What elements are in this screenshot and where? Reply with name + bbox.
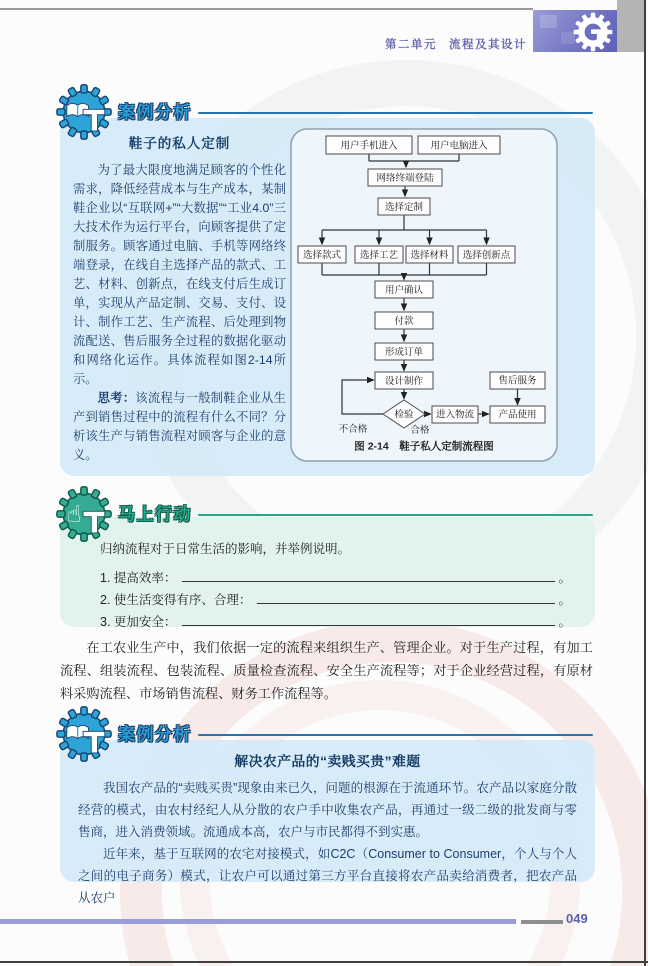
- case2-title: 解决农产品的“卖贱买贵”难题: [234, 754, 421, 769]
- case2-paragraph-2: 近年来，基于互联网的农宅对接模式，如C2C（Consumer to Consumer，个人与个人之间的电子商务）模式，让农户可以通过第三方平台直接将农产品卖给消费者，把农产品从农户: [78, 847, 577, 905]
- answer-label: 2. 使生活变得有序、合理：: [100, 593, 252, 607]
- figure-caption: 图 2-14 鞋子私人定制流程图: [354, 440, 494, 453]
- flow-label: 用户电脑进入: [430, 140, 488, 152]
- act-now-gear-icon: [56, 486, 112, 542]
- case1-title: 鞋子的私人定制: [128, 136, 231, 151]
- answer-suffix: 。: [558, 615, 571, 629]
- badge-title: 马上行动: [118, 504, 192, 524]
- flow-label: 选择材料: [410, 250, 449, 261]
- answer-blank-line[interactable]: [182, 624, 555, 626]
- pointing-hand-icon: ☝: [66, 501, 82, 528]
- flow-label: 检验: [394, 409, 414, 421]
- answer-blank-line[interactable]: [257, 602, 555, 604]
- answer-suffix: 。: [558, 571, 571, 585]
- badge-title: 案例分析: [118, 102, 192, 122]
- unit-label: 第二单元: [385, 39, 437, 51]
- case1-text-column: [73, 132, 286, 465]
- answer-row-3: [100, 608, 571, 630]
- case-analysis-gear-icon: [56, 84, 112, 140]
- shoe-custom-flowchart: [286, 127, 564, 474]
- flow-label: 售后服务: [498, 375, 537, 387]
- flow-label: 选择创新点: [462, 250, 511, 261]
- flow-label: 进入物流: [435, 409, 475, 421]
- badge-rule-line: [198, 112, 593, 115]
- flow-fail-label: 不合格: [338, 424, 368, 435]
- scan-edge-top: [0, 8, 533, 10]
- scan-corner-gray: [617, 0, 644, 52]
- section-badge-case1: [56, 84, 593, 140]
- page-header: [0, 36, 527, 52]
- case2-content: [78, 750, 577, 909]
- unit-title: 流程及其设计: [449, 39, 527, 51]
- case1-paragraph: 为了最大限度地满足顾客的个性化需求，降低经营成本与生产成本，某制鞋企业以“互联网+”“大数据”“工业4.0”三大技术作为运行平台，向顾客提供了定制服务。顾客通过电脑、手机等网络终端登录，在线自主选择产品的款式、工艺、材料、创新点，在线支付后生成订单，实现从产品定制、交易、支付、设计、制作工艺、生产流程、后处理到物流配送、售后服务全过程的数据化驱动和网络化运作。具体流程如图2-14所示。: [73, 163, 286, 386]
- flow-label: 选择工艺: [359, 250, 399, 261]
- case1-think-paragraph: [73, 389, 286, 465]
- header-logo-box: [533, 10, 617, 52]
- flow-label: 付款: [394, 316, 414, 327]
- answer-suffix: 。: [558, 593, 571, 607]
- badge-rule-line: [198, 514, 593, 517]
- footer-accent-bar: [0, 919, 516, 924]
- answer-row-1: [100, 564, 571, 586]
- footer-dash: [521, 920, 563, 924]
- case1-panel: [60, 118, 595, 476]
- action-prompt: 归纳流程对于日常生活的影响，并举例说明。: [100, 542, 351, 556]
- case-analysis-gear-icon: [56, 706, 112, 762]
- think-label: 思考：: [97, 391, 136, 405]
- badge-title: 案例分析: [118, 724, 192, 744]
- action-content: [100, 539, 571, 630]
- case2-paragraph-1: 我国农产品的“卖贱买贵”现象由来已久，问题的根源在于流通环节。农产品以家庭分散经营的模式，由农村经纪人从分散的农户手中收集农产品，再通过一级二级的批发商与零售商，进入消费领域。流通成本高，农户与市民都得不到实惠。: [78, 781, 577, 839]
- think-text: 该流程与一般制鞋企业从生产到销售过程中的流程有什么不同？分析该生产与销售流程对顾客与企业的意义。: [73, 391, 286, 462]
- flow-label: 用户手机进入: [340, 140, 398, 152]
- header-gear-icon: [573, 12, 613, 52]
- answer-blank-line[interactable]: [182, 580, 555, 582]
- answer-row-2: [100, 586, 571, 608]
- flow-label: 选择定制: [384, 202, 424, 213]
- flow-label: 选择款式: [302, 250, 342, 261]
- answer-label: 3. 更加安全：: [100, 615, 177, 629]
- section-badge-action: [56, 486, 593, 542]
- flow-label: 形成订单: [384, 347, 424, 358]
- flow-label: 产品使用: [498, 409, 537, 421]
- answer-label: 1. 提高效率：: [100, 571, 177, 585]
- flow-pass-label: 合格: [410, 425, 430, 436]
- flow-label: 设计制作: [384, 376, 424, 387]
- page-number: 049: [566, 911, 588, 926]
- badge-rule-line: [198, 734, 593, 737]
- scan-edge-right: [644, 0, 646, 966]
- logo-patch: [540, 15, 557, 28]
- body-paragraph: 在工农业生产中，我们依据一定的流程来组织生产、管理企业。对于生产过程，有加工流程、组装流程、包装流程、质量检查流程、安全生产流程等；对于企业经营过程，有原材料采购流程、市场销售流程、财务工作流程等。: [60, 640, 593, 701]
- scan-edge-bottom: [0, 961, 648, 963]
- flow-label: 网络终端登陆: [376, 173, 434, 184]
- flow-label: 用户确认: [384, 285, 424, 296]
- section-badge-case2: [56, 706, 593, 762]
